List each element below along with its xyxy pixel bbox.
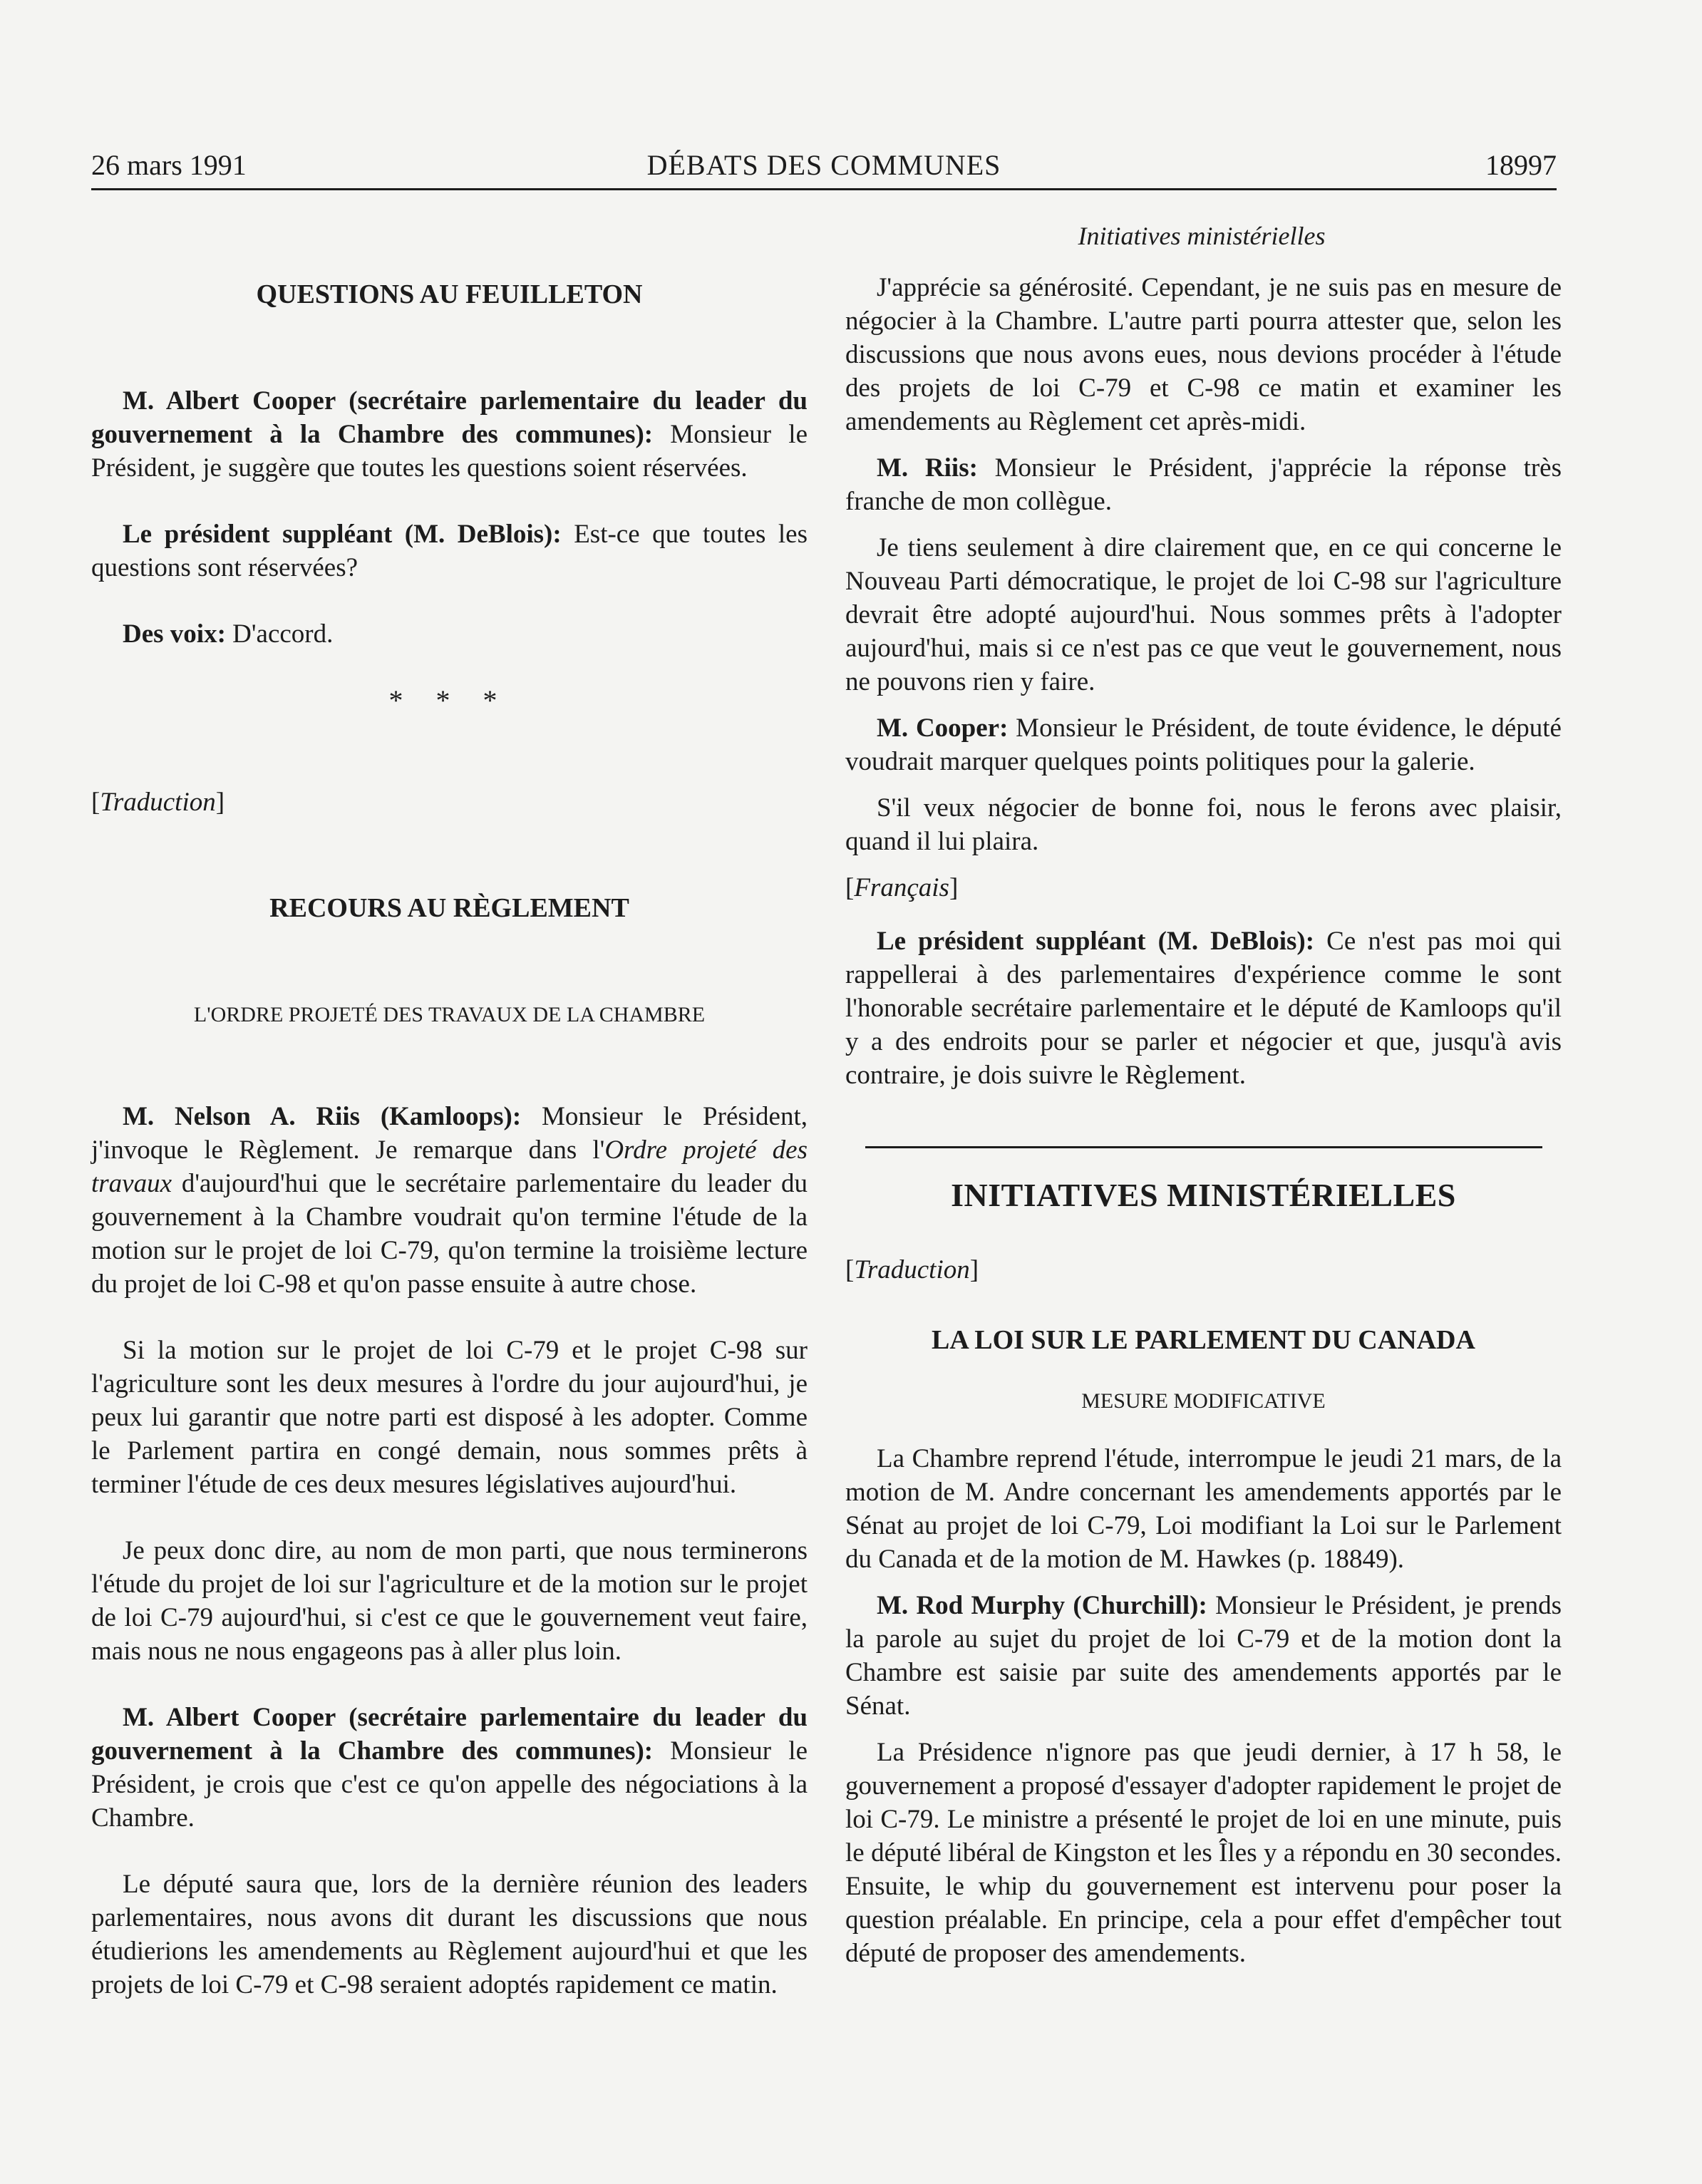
speaker-name: Le président suppléant (M. DeBlois): (877, 927, 1315, 956)
speaker-name: Le président suppléant (M. DeBlois): (123, 520, 562, 549)
heading-recours-au-reglement: RECOURS AU RÈGLEMENT (269, 893, 629, 923)
paragraph (91, 384, 808, 485)
paragraph: Je peux donc dire, au nom de mon parti, que nous terminerons l'étude du projet de loi sur l'agriculture et de la motion sur le projet de loi C-79 aujourd'hui, si c'est ce que le gouvernement veut faire, mais nous ne nous engageons pas à aller plus loin. (91, 1536, 808, 1666)
header-page-number: 18997 (1485, 149, 1557, 181)
translation-label: [Traduction] (845, 1255, 979, 1284)
header-date: 26 mars 1991 (91, 149, 247, 181)
paragraph (845, 1589, 1562, 1723)
page-header (91, 144, 1557, 190)
right-column (845, 271, 1562, 1983)
heading-initiatives-ministerielles: INITIATIVES MINISTÉRIELLES (951, 1177, 1456, 1213)
paragraph: La Chambre reprend l'étude, interrompue le jeudi 21 mars, de la motion de M. Andre concernant les amendements apportés par le Sénat au projet de loi C-79, Loi modifiant la Loi sur le Parlement du Canada et de la motion de M. Hawkes (p. 18849). (845, 1444, 1562, 1574)
subheading-mesure-modificative: MESURE MODIFICATIVE (1081, 1389, 1326, 1413)
speaker-name: M. Rod Murphy (Churchill): (877, 1591, 1207, 1620)
paragraph (91, 617, 808, 651)
paragraph: J'apprécie sa générosité. Cependant, je ne suis pas en mesure de négocier à la Chambre. L'autre parti pourra attester que, selon les discussions que nous avons eues, nous devions procéder à l'étude des projets de loi C-79 et C-98 ce matin et examiner les amendements au Règlement cet après-midi. (845, 273, 1562, 436)
subheading-ordre-projete: L'ORDRE PROJETÉ DES TRAVAUX DE LA CHAMBRE (193, 1003, 706, 1026)
paragraph (845, 711, 1562, 778)
francais-label: [Français] (845, 873, 959, 902)
paragraph-text: Monsieur le Président, je suggère que toutes les questions soient réservées. (91, 420, 808, 483)
running-title: Initiatives ministérielles (1078, 222, 1326, 250)
speaker-name: M. Cooper: (877, 714, 1009, 743)
paragraph (845, 451, 1562, 518)
paragraph-text: D'accord. (225, 619, 334, 649)
paragraph: M. Nelson A. Riis (Kamloops): Monsieur le Président, j'invoque le Règlement. Je remarque dans l'Ordre projeté des travaux d'aujourd'hui que le secrétaire parlementaire du leader du gouvernement à la Chambre voudrait qu'on termine l'étude de la motion sur le projet de loi C-79, qu'on termine la troisième lecture du projet de loi C-98 et qu'on passe ensuite à autre chose. (91, 1102, 808, 1299)
heading-questions-au-feuilleton: QUESTIONS AU FEUILLETON (256, 279, 643, 309)
paragraph (91, 517, 808, 584)
heading-loi-parlement: LA LOI SUR LE PARLEMENT DU CANADA (932, 1325, 1475, 1355)
speaker-name: M. Albert Cooper (secrétaire parlementaire du leader du gouvernement à la Chambre des communes): (91, 1703, 808, 1766)
paragraph-text: Monsieur le Président, je prends la parole au sujet du projet de loi C-79 et de la motion dont la Chambre est saisie par suite des amendements apportés par le Sénat. (845, 1591, 1562, 1721)
paragraph: Je tiens seulement à dire clairement que, en ce qui concerne le Nouveau Parti démocratique, le projet de loi C-98 sur l'agriculture devrait être adopté aujourd'hui. Nous sommes prêts à l'adopter aujourd'hui, mais si ce n'est pas ce que veut le gouvernement, nous ne pouvons rien y faire. (845, 533, 1562, 696)
translation-label: [Traduction] (91, 788, 225, 817)
header-publication: DÉBATS DES COMMUNES (646, 149, 1001, 181)
paragraph: Le député saura que, lors de la dernière réunion des leaders parlementaires, nous avons dit durant les discussions que nous étudierions les amendements au Règlement aujourd'hui et que les projets de loi C-79 et C-98 seraient adoptés rapidement ce matin. (91, 1870, 808, 1999)
speaker-name: M. Albert Cooper (secrétaire parlementaire du leader du gouvernement à la Chambre des communes): (91, 386, 808, 449)
paragraph: Si la motion sur le projet de loi C-79 et le projet C-98 sur l'agriculture sont les deux mesures à l'ordre du jour aujourd'hui, je peux lui garantir que notre parti est disposé à les adopter. Comme le Parlement partira en congé demain, nous sommes prêts à terminer l'étude de ces deux mesures législatives aujourd'hui. (91, 1336, 808, 1499)
paragraph-text: Est-ce que toutes les questions sont réservées? (91, 520, 808, 582)
speaker-name: M. Nelson A. Riis (Kamloops): (123, 1102, 522, 1131)
italic-title: Ordre projeté des travaux (91, 1135, 808, 1198)
paragraph-text: Monsieur le Président, je crois que c'est ce qu'on appelle des négociations à la Chambre. (91, 1736, 808, 1833)
paragraph: La Présidence n'ignore pas que jeudi dernier, à 17 h 58, le gouvernement a proposé d'essayer d'adopter rapidement le projet de loi C-79. Le ministre a présenté le projet de loi en une minute, puis le député libéral de Kingston et les Îles y a répondu en 30 secondes. Ensuite, le whip du gouvernement est intervenu pour poser la question préalable. En principe, cela a pour effet d'empêcher tout député de proposer des amendements. (845, 1738, 1562, 1968)
paragraph (91, 1701, 808, 1835)
paragraph-text: Monsieur le Président, j'apprécie la réponse très franche de mon collègue. (845, 453, 1562, 516)
left-column (91, 271, 808, 2034)
paragraph (845, 924, 1562, 1092)
paragraph: S'il veux négocier de bonne foi, nous le ferons avec plaisir, quand il lui plaira. (845, 793, 1562, 856)
paragraph-text: Monsieur le Président, de toute évidence, le député voudrait marquer quelques points politiques pour la galerie. (845, 714, 1562, 776)
paragraph-text: Ce n'est pas moi qui rappellerai à des parlementaires d'expérience comme le sont l'honorable secrétaire parlementaire et le député de Kamloops qu'il y a des endroits pour se parler et négocier et que, jusqu'à avis contraire, je dois suivre le Règlement. (845, 927, 1562, 1090)
section-separator-stars: * * * (388, 684, 510, 716)
speaker-name: Des voix: (123, 619, 226, 649)
speaker-name: M. Riis: (877, 453, 978, 483)
